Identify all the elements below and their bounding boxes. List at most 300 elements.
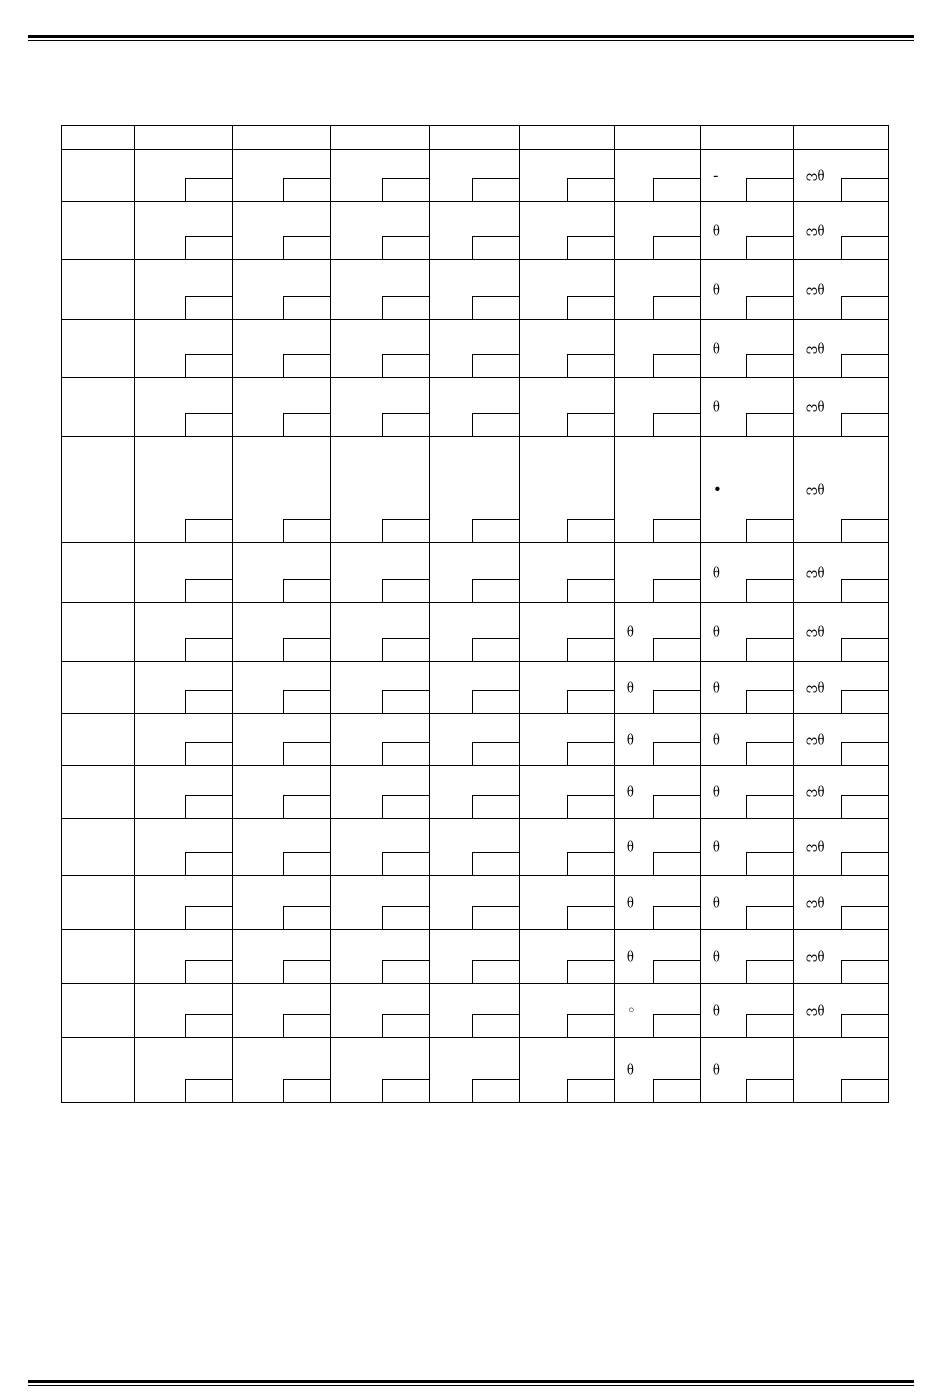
table-cell — [794, 662, 889, 714]
table-cell — [615, 930, 701, 984]
cell-subbox — [283, 236, 331, 260]
table-cell — [135, 603, 233, 662]
table-cell — [615, 984, 701, 1038]
table-cell — [331, 984, 430, 1038]
cell-subbox — [283, 296, 331, 320]
cell-subbox — [653, 690, 701, 714]
glyph: ᦲ — [713, 947, 720, 965]
table-row — [62, 714, 889, 766]
cell-subbox — [567, 236, 615, 260]
cell-subbox — [653, 236, 701, 260]
table-cell — [430, 378, 520, 437]
row-label-cell — [62, 320, 135, 378]
glyph: ᦂᦲ — [806, 166, 825, 184]
cell-subbox — [382, 413, 430, 437]
table-row — [62, 819, 889, 876]
cell-subbox — [653, 1079, 701, 1103]
table-cell — [615, 320, 701, 378]
row-label-cell — [62, 766, 135, 819]
table-cell — [615, 260, 701, 320]
cell-subbox — [283, 519, 331, 543]
table-cell — [135, 984, 233, 1038]
row-label-cell — [62, 1038, 135, 1103]
table-cell — [794, 437, 889, 543]
table-row — [62, 603, 889, 662]
table-cell — [135, 930, 233, 984]
table-cell — [430, 603, 520, 662]
cell-subbox — [185, 519, 233, 543]
glyph: ᦲ — [627, 782, 634, 801]
table-cell — [233, 543, 331, 603]
glyph: ᦂᦲ — [806, 837, 825, 856]
glyph: ᦲ — [627, 947, 634, 965]
table-cell — [233, 260, 331, 320]
header-cell — [701, 126, 794, 150]
table-cell — [331, 819, 430, 876]
table-cell — [233, 662, 331, 714]
cell-subbox — [841, 795, 889, 819]
cell-subbox — [841, 296, 889, 320]
cell-subbox — [283, 960, 331, 984]
row-label-cell — [62, 603, 135, 662]
cell-subbox — [185, 1079, 233, 1103]
table-cell — [615, 1038, 701, 1103]
cell-subbox — [283, 178, 331, 202]
cell-subbox — [746, 906, 794, 930]
cell-subbox — [841, 354, 889, 378]
cell-subbox — [567, 742, 615, 766]
table-cell — [615, 378, 701, 437]
glyph: ᦲ — [627, 837, 634, 856]
cell-subbox — [382, 519, 430, 543]
cell-subbox — [382, 960, 430, 984]
glyph: ᦂᦲ — [806, 730, 825, 748]
table-cell — [520, 766, 615, 819]
glyph: ᦲ — [713, 397, 720, 416]
cell-subbox — [472, 795, 520, 819]
table-cell — [135, 260, 233, 320]
cell-subbox — [382, 906, 430, 930]
row-label-cell — [62, 930, 135, 984]
cell-subbox — [472, 960, 520, 984]
row-label-cell — [62, 819, 135, 876]
cell-subbox — [472, 413, 520, 437]
cell-subbox — [382, 1014, 430, 1038]
cell-subbox — [382, 795, 430, 819]
table-cell — [430, 320, 520, 378]
table-cell — [615, 662, 701, 714]
cell-subbox — [653, 296, 701, 320]
table-cell — [430, 819, 520, 876]
table-cell — [233, 320, 331, 378]
table-cell — [331, 320, 430, 378]
glyph: ᦂᦲ — [806, 893, 825, 911]
bottom-rule — [28, 1380, 914, 1386]
cell-subbox — [283, 852, 331, 876]
table-cell — [520, 260, 615, 320]
cell-subbox — [567, 1079, 615, 1103]
cell-subbox — [841, 1079, 889, 1103]
cell-subbox — [283, 690, 331, 714]
cell-subbox — [841, 579, 889, 603]
table-cell — [520, 876, 615, 930]
cell-subbox — [653, 519, 701, 543]
table-cell — [520, 662, 615, 714]
glyph: ᦲ — [713, 1060, 720, 1079]
cell-subbox — [653, 960, 701, 984]
cell-subbox — [185, 579, 233, 603]
table-cell — [794, 984, 889, 1038]
cell-subbox — [841, 236, 889, 260]
cell-subbox — [841, 519, 889, 543]
cell-subbox — [185, 852, 233, 876]
table-cell — [135, 766, 233, 819]
glyph: ᦲ — [627, 622, 634, 641]
glyph: ᦂᦲ — [806, 221, 825, 239]
table-cell — [135, 876, 233, 930]
cell-subbox — [472, 178, 520, 202]
table-cell — [520, 1038, 615, 1103]
table-cell — [135, 437, 233, 543]
cell-subbox — [841, 413, 889, 437]
table-cell — [430, 543, 520, 603]
table-row — [62, 876, 889, 930]
cell-subbox — [283, 906, 331, 930]
cell-subbox — [283, 354, 331, 378]
header-cell — [62, 126, 135, 150]
table-cell — [520, 714, 615, 766]
table-cell — [430, 1038, 520, 1103]
table-cell — [331, 378, 430, 437]
cell-subbox — [283, 1014, 331, 1038]
table-cell — [701, 378, 794, 437]
top-rule — [28, 35, 914, 41]
cell-subbox — [653, 354, 701, 378]
table-row — [62, 662, 889, 714]
header-cell — [520, 126, 615, 150]
table-cell — [615, 202, 701, 260]
table-cell — [233, 930, 331, 984]
cell-subbox — [185, 795, 233, 819]
table-cell — [430, 662, 520, 714]
table-cell — [794, 543, 889, 603]
table-cell — [520, 819, 615, 876]
cell-subbox — [841, 178, 889, 202]
row-label-cell — [62, 984, 135, 1038]
table-cell — [430, 766, 520, 819]
table-cell — [233, 876, 331, 930]
cell-subbox — [185, 1014, 233, 1038]
table-cell — [794, 766, 889, 819]
cell-subbox — [472, 1014, 520, 1038]
glyph: ᦲ — [713, 730, 720, 748]
table-row — [62, 150, 889, 202]
glyph: ᦂᦲ — [806, 782, 825, 801]
cell-subbox — [185, 413, 233, 437]
table-cell — [520, 150, 615, 202]
table-cell — [430, 202, 520, 260]
table-cell — [430, 150, 520, 202]
table-cell — [135, 714, 233, 766]
glyph: ᦂᦲ — [806, 622, 825, 641]
table-cell — [794, 714, 889, 766]
glyph: ᦲ — [627, 893, 634, 911]
table-row — [62, 202, 889, 260]
cell-subbox — [283, 638, 331, 662]
cell-subbox — [185, 236, 233, 260]
cell-subbox — [653, 638, 701, 662]
header-cell — [233, 126, 331, 150]
cell-subbox — [472, 519, 520, 543]
cell-subbox — [472, 742, 520, 766]
cell-subbox — [185, 690, 233, 714]
table-cell — [135, 543, 233, 603]
table-row — [62, 984, 889, 1038]
table-cell — [701, 320, 794, 378]
table-cell — [520, 930, 615, 984]
table-cell — [430, 984, 520, 1038]
table-cell — [135, 150, 233, 202]
table-cell — [331, 603, 430, 662]
cell-subbox — [382, 852, 430, 876]
cell-subbox — [653, 742, 701, 766]
header-cell — [615, 126, 701, 150]
cell-subbox — [567, 795, 615, 819]
cell-subbox — [283, 795, 331, 819]
table-cell — [794, 150, 889, 202]
cell-subbox — [472, 236, 520, 260]
cell-subbox — [841, 852, 889, 876]
cell-subbox — [382, 1079, 430, 1103]
cell-subbox — [185, 960, 233, 984]
table-cell — [794, 202, 889, 260]
cell-subbox — [746, 519, 794, 543]
cell-subbox — [746, 579, 794, 603]
cell-subbox — [567, 178, 615, 202]
cell-subbox — [567, 960, 615, 984]
cell-subbox — [382, 296, 430, 320]
cell-subbox — [382, 579, 430, 603]
table-cell — [615, 714, 701, 766]
glyph: ᦲ — [627, 678, 634, 696]
cell-subbox — [653, 795, 701, 819]
glyph: ᦲ — [713, 221, 720, 239]
cell-subbox — [746, 296, 794, 320]
row-label-cell — [62, 202, 135, 260]
table-cell — [430, 437, 520, 543]
table-cell — [701, 150, 794, 202]
cell-subbox — [841, 690, 889, 714]
cell-subbox — [567, 638, 615, 662]
cell-subbox — [472, 354, 520, 378]
table-cell — [331, 1038, 430, 1103]
table-row — [62, 320, 889, 378]
cell-subbox — [841, 638, 889, 662]
table-cell — [615, 150, 701, 202]
cell-subbox — [746, 1079, 794, 1103]
cell-subbox — [382, 690, 430, 714]
table-cell — [701, 260, 794, 320]
table-cell — [233, 984, 331, 1038]
cell-subbox — [653, 1014, 701, 1038]
table-cell — [520, 378, 615, 437]
table-cell — [331, 437, 430, 543]
cell-subbox — [567, 852, 615, 876]
cell-subbox — [567, 1014, 615, 1038]
table-cell — [794, 320, 889, 378]
cell-subbox — [185, 742, 233, 766]
table-cell — [701, 202, 794, 260]
header-cell — [430, 126, 520, 150]
cell-subbox — [472, 906, 520, 930]
glyph: ᦲ — [713, 622, 720, 641]
row-label-cell — [62, 662, 135, 714]
cell-subbox — [746, 354, 794, 378]
table-cell — [331, 876, 430, 930]
table-cell — [794, 876, 889, 930]
table-cell — [701, 714, 794, 766]
cell-subbox — [567, 354, 615, 378]
table-cell — [520, 543, 615, 603]
cell-subbox — [472, 296, 520, 320]
table-row — [62, 378, 889, 437]
table-cell — [331, 662, 430, 714]
cell-subbox — [746, 690, 794, 714]
table-cell — [701, 543, 794, 603]
table-cell — [794, 603, 889, 662]
glyph: ᦂᦲ — [806, 480, 825, 498]
cell-subbox — [472, 1079, 520, 1103]
table-cell — [233, 714, 331, 766]
glyph: ᦲ — [713, 782, 720, 801]
table-cell — [430, 714, 520, 766]
cell-subbox — [841, 742, 889, 766]
cell-subbox — [653, 178, 701, 202]
table-cell — [135, 819, 233, 876]
table-cell — [794, 819, 889, 876]
table-cell — [233, 1038, 331, 1103]
glyph: • — [713, 480, 722, 498]
table-cell — [701, 603, 794, 662]
table-cell — [233, 150, 331, 202]
table-cell — [430, 260, 520, 320]
table-cell — [794, 378, 889, 437]
cell-subbox — [841, 906, 889, 930]
header-cell — [135, 126, 233, 150]
cell-subbox — [283, 413, 331, 437]
table-cell — [520, 320, 615, 378]
table-cell — [615, 603, 701, 662]
glyph: ᦂᦲ — [806, 678, 825, 696]
table-cell — [135, 320, 233, 378]
cell-subbox — [185, 354, 233, 378]
cell-subbox — [185, 906, 233, 930]
cell-subbox — [283, 742, 331, 766]
table-cell — [615, 766, 701, 819]
cell-subbox — [746, 742, 794, 766]
cell-subbox — [653, 852, 701, 876]
glyph: ᦲ — [627, 1060, 634, 1079]
cell-subbox — [185, 296, 233, 320]
table-cell — [331, 202, 430, 260]
table-cell — [331, 260, 430, 320]
glyph: ᦲ — [713, 893, 720, 911]
table-cell — [520, 984, 615, 1038]
cell-subbox — [472, 852, 520, 876]
glyph: ᦲ — [713, 563, 720, 581]
row-label-cell — [62, 543, 135, 603]
table-cell — [233, 378, 331, 437]
table-cell — [701, 662, 794, 714]
table-cell — [233, 766, 331, 819]
table-cell — [615, 437, 701, 543]
table-row — [62, 260, 889, 320]
cell-subbox — [567, 413, 615, 437]
table-cell — [794, 930, 889, 984]
cell-subbox — [382, 354, 430, 378]
cell-subbox — [746, 413, 794, 437]
cell-subbox — [746, 960, 794, 984]
glyph: ᦲ — [627, 730, 634, 748]
glyph: ᦲ — [713, 1001, 720, 1019]
cell-subbox — [382, 742, 430, 766]
cell-subbox — [382, 236, 430, 260]
table-cell — [701, 930, 794, 984]
table-cell — [701, 1038, 794, 1103]
row-label-cell — [62, 150, 135, 202]
glyph: ᦂᦲ — [806, 1001, 825, 1019]
glyph: ◦ — [627, 1001, 636, 1019]
glyph: ᦂᦲ — [806, 947, 825, 965]
cell-subbox — [472, 638, 520, 662]
table-cell — [135, 1038, 233, 1103]
cell-subbox — [746, 852, 794, 876]
cell-subbox — [841, 1014, 889, 1038]
table-cell — [233, 603, 331, 662]
cell-subbox — [382, 178, 430, 202]
cell-subbox — [746, 1014, 794, 1038]
row-label-cell — [62, 876, 135, 930]
table-cell — [701, 819, 794, 876]
row-label-cell — [62, 714, 135, 766]
glyph: ᦂᦲ — [806, 397, 825, 416]
header-row — [62, 126, 889, 150]
table-cell — [794, 260, 889, 320]
table-cell — [233, 202, 331, 260]
cell-subbox — [185, 178, 233, 202]
table-cell — [331, 714, 430, 766]
table-cell — [430, 876, 520, 930]
table-cell — [615, 876, 701, 930]
cell-subbox — [653, 413, 701, 437]
glyph: ᦲ — [713, 678, 720, 696]
table-cell — [233, 437, 331, 543]
cell-subbox — [382, 638, 430, 662]
table-cell — [331, 543, 430, 603]
table-cell — [430, 930, 520, 984]
cell-subbox — [653, 579, 701, 603]
cell-subbox — [567, 906, 615, 930]
table-row — [62, 437, 889, 543]
table-cell — [615, 543, 701, 603]
table-cell — [701, 437, 794, 543]
cell-subbox — [567, 579, 615, 603]
table-row — [62, 1038, 889, 1103]
cell-subbox — [567, 296, 615, 320]
glyph: ᦂᦲ — [806, 339, 825, 357]
table-cell — [135, 202, 233, 260]
table-cell — [520, 202, 615, 260]
